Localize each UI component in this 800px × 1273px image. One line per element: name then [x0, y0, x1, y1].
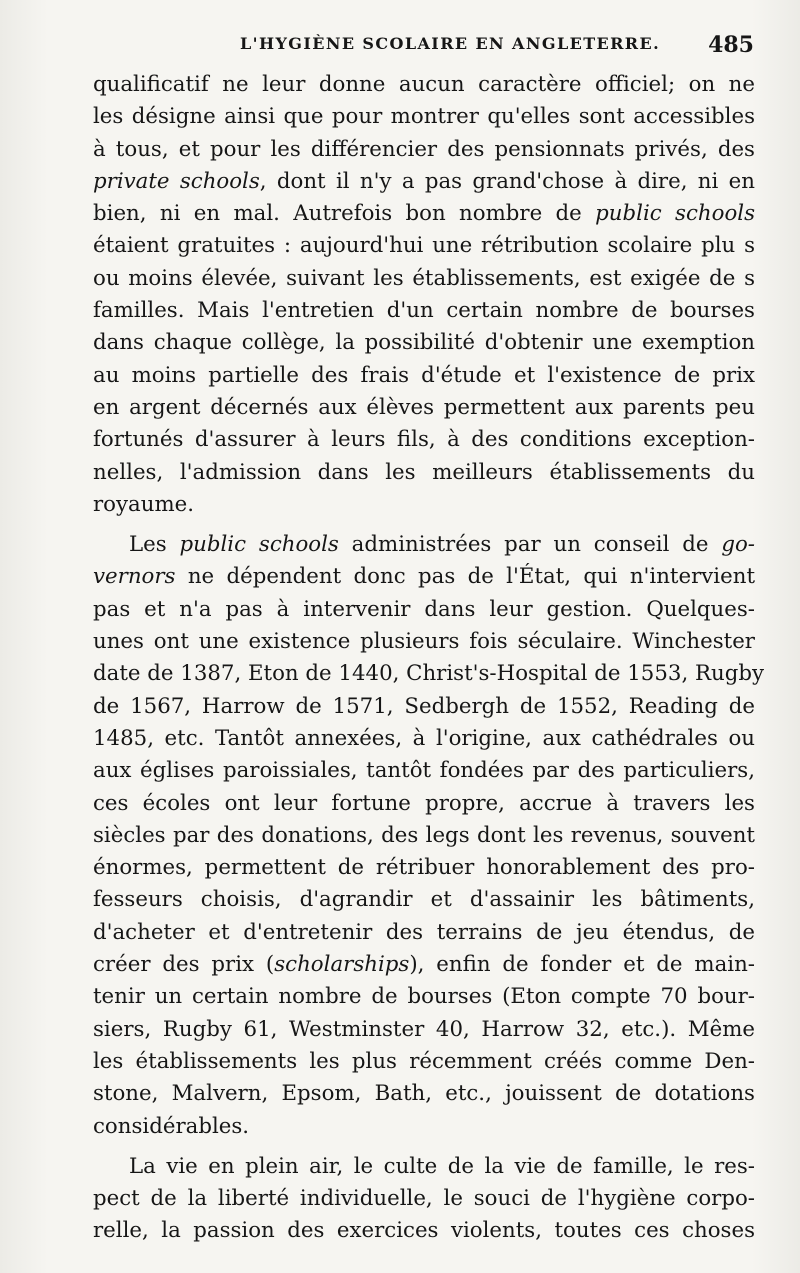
text-line: [93, 691, 755, 723]
text-segment: à tous, et pour les différencier des pensionnats privés, des: [93, 136, 755, 162]
text-line: [93, 1046, 755, 1078]
text-segment: relle, la passion des exercices violents, toutes ces choses: [93, 1218, 755, 1244]
text-line: [93, 626, 755, 658]
text-segment: , dont il n'y a pas grand'chose à dire, ni en: [259, 168, 755, 194]
text-line: [93, 1183, 755, 1215]
text-line: [93, 723, 755, 755]
text-line: [93, 1078, 755, 1110]
text-segment: stone, Malvern, Epsom, Bath, etc., jouissent de dotations: [93, 1081, 755, 1107]
text-line: [93, 166, 755, 198]
text-segment: créer des prix (: [93, 952, 275, 978]
paragraph-gap: [93, 1143, 755, 1151]
text-line: [93, 101, 755, 133]
text-line: [93, 198, 755, 230]
text-segment: les établissements les plus récemment créés comme Den-: [93, 1048, 755, 1074]
text-line: [93, 263, 755, 295]
text-line: [93, 360, 755, 392]
text-line: [93, 949, 755, 981]
text-segment: Les: [129, 532, 180, 558]
running-header: [240, 34, 760, 58]
text-segment: administrées par un conseil de: [338, 532, 722, 558]
text-segment: ne dépendent donc pas de l'État, qui n'intervient: [175, 564, 755, 590]
text-segment: bien, ni en mal. Autrefois bon nombre de: [93, 201, 596, 227]
text-line: [93, 69, 755, 101]
page-number: 485: [708, 32, 754, 58]
text-line: [93, 489, 755, 521]
text-segment: les désigne ainsi que pour montrer qu'elles sont accessibles: [93, 104, 755, 130]
text-segment: aux églises paroissiales, tantôt fondées par des particuliers,: [93, 758, 755, 784]
italic-term: private schools: [93, 168, 260, 194]
text-segment: nelles, l'admission dans les meilleurs établissements du: [93, 459, 755, 485]
italic-term: public schools: [595, 201, 756, 227]
text-line: [93, 457, 755, 489]
text-segment: unes ont une existence plusieurs fois séculaire. Winchester: [93, 629, 755, 655]
text-segment: La vie en plein air, le culte de la vie de famille, le res-: [129, 1153, 755, 1179]
text-segment: en argent décernés aux élèves permettent aux parents peu: [93, 394, 755, 420]
text-line: [93, 981, 755, 1013]
italic-term: public schools: [179, 532, 339, 558]
text-line: [93, 917, 755, 949]
text-line: [93, 820, 755, 852]
text-segment: royaume.: [93, 491, 195, 517]
text-line: [93, 134, 755, 166]
text-line: [93, 295, 755, 327]
text-line: [93, 658, 765, 690]
text-segment: étaient gratuites : aujourd'hui une rétribution scolaire plu s: [93, 233, 755, 259]
text-line: [93, 788, 755, 820]
text-segment: ou moins élevée, suivant les établissements, est exigée de s: [93, 265, 755, 291]
text-segment: fortunés d'assurer à leurs fils, à des conditions exception-: [93, 427, 755, 453]
text-segment: de 1567, Harrow de 1571, Sedbergh de 1552, Reading de: [93, 693, 755, 719]
text-line: [93, 594, 755, 626]
italic-term: scholarships: [274, 952, 410, 978]
text-segment: fesseurs choisis, d'agrandir et d'assainir les bâtiments,: [93, 887, 755, 913]
text-line: [93, 561, 755, 593]
text-segment: familles. Mais l'entretien d'un certain nombre de bourses: [93, 298, 755, 324]
text-line: [93, 884, 755, 916]
text-segment: qualificatif ne leur donne aucun caractère officiel; on ne: [93, 72, 755, 97]
text-line: [93, 1151, 755, 1183]
text-segment: siècles par des donations, des legs dont les revenus, souvent: [93, 822, 755, 848]
text-line: [93, 1111, 755, 1143]
text-line: [93, 529, 755, 561]
italic-term: vernors: [93, 564, 176, 590]
text-segment: ces écoles ont leur fortune propre, accrue à travers les: [93, 790, 755, 816]
text-segment: énormes, permettent de rétribuer honorablement des pro-: [93, 855, 755, 881]
text-line: [93, 1215, 755, 1247]
text-segment: pas et n'a pas à intervenir dans leur gestion. Quelques-: [93, 596, 755, 622]
text-segment: date de 1387, Eton de 1440, Christ's-Hospital de 1553, Rugby: [93, 661, 765, 687]
text-segment: d'acheter et d'entretenir des terrains de jeu étendus, de: [93, 919, 755, 945]
text-segment: dans chaque collège, la possibilité d'obtenir une exemption: [93, 330, 755, 356]
text-segment: ), enfin de fonder et de main-: [409, 952, 755, 978]
text-line: [93, 755, 755, 787]
text-segment: considérables.: [93, 1113, 250, 1139]
text-line: [93, 392, 755, 424]
text-segment: siers, Rugby 61, Westminster 40, Harrow 32, etc.). Même: [93, 1016, 755, 1042]
text-line: [93, 230, 755, 262]
paragraph-gap: [93, 521, 755, 529]
text-line: [93, 327, 755, 359]
text-segment: tenir un certain nombre de bourses (Eton compte 70 bour-: [93, 984, 755, 1010]
text-segment: 1485, etc. Tantôt annexées, à l'origine, aux cathédrales ou: [93, 725, 755, 751]
text-line: [93, 852, 755, 884]
text-line: [93, 1014, 755, 1046]
italic-term: go-: [721, 532, 755, 558]
running-title: L'HYGIÈNE SCOLAIRE EN ANGLETERRE.: [240, 34, 661, 53]
text-segment: pect de la liberté individuelle, le souci de l'hygiène corpo-: [93, 1186, 755, 1212]
body-text: [93, 69, 765, 1248]
text-line: [93, 424, 755, 456]
text-segment: au moins partielle des frais d'étude et l'existence de prix: [93, 362, 755, 388]
